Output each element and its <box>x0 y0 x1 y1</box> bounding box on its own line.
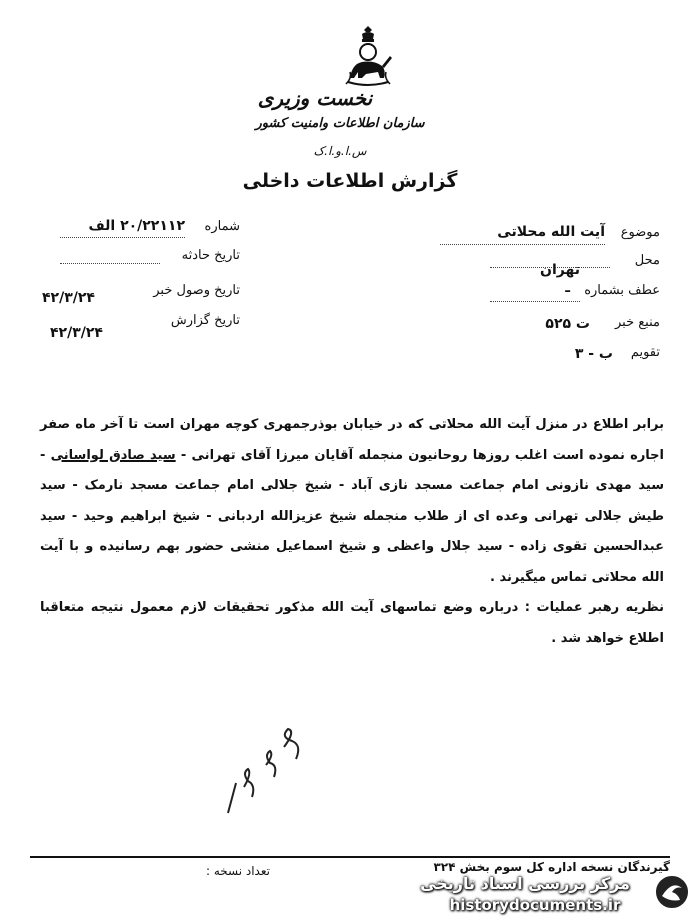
body-paragraph-1 <box>40 410 664 593</box>
source-label: منبع خبر <box>615 315 660 330</box>
report-body <box>40 410 664 654</box>
archive-watermark-text: مرکز بررسی اسناد تاریخی <box>420 874 630 893</box>
reference-value: ـ <box>565 280 570 296</box>
body-paragraph-1-start: برابر اطلاع در منزل آیت الله محلاتی که در خیابان بوذرجمهری کوچه مهران است تا آخر ماه صفر اجاره نموده است اغلب روزها روحانیون منجمله آقایان میرزا آقای تهرانی - <box>40 417 665 463</box>
subject-dotline <box>440 243 605 245</box>
body-paragraph-2: نظریه رهبر عملیات : درباره وضع تماسهای آیت الله مذکور تحقیقات لازم معمول نتیجه متعاقبا اطلاع خواهد شد . <box>40 600 664 646</box>
incident-date-label: تاریخ حادثه <box>181 248 240 263</box>
location-label: محل <box>634 253 660 268</box>
site-watermark-text: historydocuments.ir <box>449 896 621 914</box>
reference-label: عطف بشماره <box>584 283 660 298</box>
lion-and-sun-emblem-icon <box>338 26 398 90</box>
document-title: گزارش اطلاعات داخلی <box>242 170 458 192</box>
number-label: شماره <box>204 219 240 234</box>
handwritten-note-icon <box>222 725 312 820</box>
footer-divider <box>30 856 670 858</box>
evaluation-label: تقویم <box>630 345 660 360</box>
footer-recipients: گیرندگان نسخه اداره کل سوم بخش ۳۲۴ <box>433 860 670 874</box>
header-prime-ministry: نخست وزیری <box>257 86 373 110</box>
report-date-label: تاریخ گزارش <box>170 313 240 328</box>
subject-value: آیت الله محلاتی <box>497 224 605 240</box>
location-dotline <box>490 266 610 268</box>
news-received-label: تاریخ وصول خبر <box>153 283 240 298</box>
number-value: ۲۰/۲۲۱۱۲ الف <box>88 218 185 234</box>
evaluation-value: ب - ۳ <box>574 346 613 362</box>
header-organization: سازمان اطلاعات وامنیت کشور <box>255 116 425 131</box>
header-code: س.ا.و.ا.ک <box>313 144 367 158</box>
underlined-name: سید صادق لواسانی <box>50 447 176 463</box>
incident-date-dotline <box>60 262 160 264</box>
source-value: ت ۵۲۵ <box>545 316 590 332</box>
body-paragraph-1-end: - سید مهدی نازونی امام جماعت مسجد نازی آباد - شیخ جلالی امام جماعت مسجد نارمک - سید طیش جلالی تهرانی وعده ای از طلاب منجمله شیخ عزیزالله اردبانی - شیخ ابراهیم وحید - سید عبدالحسین تقوی زاده - سید جلال واعظی و شیخ اسماعیل منشی حضور بهم رسانیده و با آیت الله محلاتی تماس میگیرند . <box>40 447 664 585</box>
archive-logo-icon <box>652 872 692 912</box>
number-dotline <box>60 236 185 238</box>
subject-label: موضوع <box>620 225 660 240</box>
location-value: تهران <box>540 262 580 278</box>
copies-count-label: تعداد نسخه : <box>205 864 270 878</box>
report-date-value: ۴۲/۳/۲۴ <box>50 325 103 341</box>
reference-dotline <box>490 300 580 302</box>
news-received-value: ۴۲/۳/۲۴ <box>42 290 95 306</box>
